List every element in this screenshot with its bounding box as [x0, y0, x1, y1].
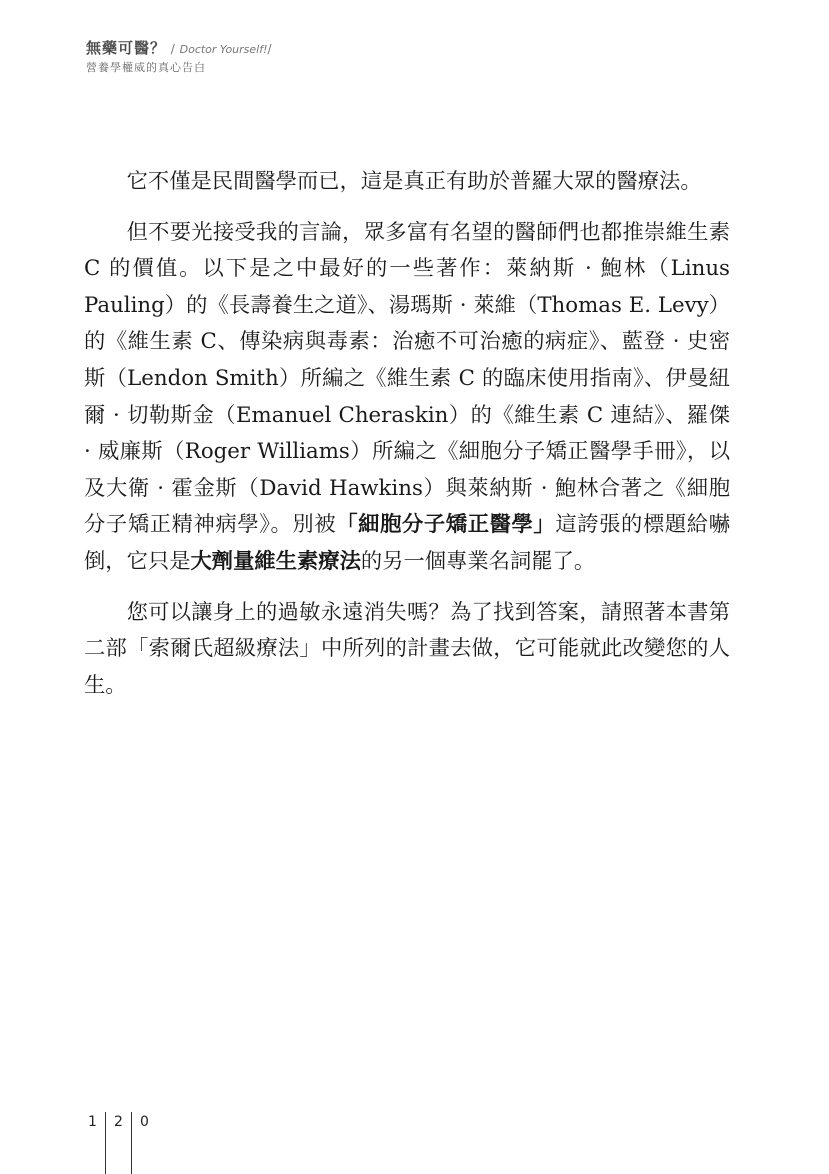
body-text [84, 164, 730, 718]
header-title-line [86, 38, 272, 60]
paragraph-3: 您可以讓身上的過敏永遠消失嗎？為了找到答案，請照著本書第二部「索爾氏超級療法」中所列的計畫去做，它可能就此改變您的人生。 [84, 599, 730, 698]
page-number [86, 1112, 151, 1174]
paragraph-2-text-c: 這誇張的標題給嚇倒，它只是 [84, 512, 730, 574]
page-number-divider [131, 1112, 132, 1174]
paragraph-2-text-e: 的另一個專業名詞罷了。 [360, 548, 596, 574]
book-title: 無藥可醫？ [86, 39, 167, 57]
paragraph-2-text-a: 但不要光接受我的言論，眾多富有名望的醫師們也都推崇維生素 C 的價值。以下是之中最好的一些著作：萊納斯 · 鮑林（Linus Pauling）的《長壽養生之道》、湯瑪斯 · 萊維（Thomas E. Levy）的《維生素 C、傳染病與毒素：治癒不可治癒的病症》、藍登 · 史密斯（Lendon Smith）所編之《維生素 C 的臨床使用指南》、伊曼紐爾 · 切勒斯金（Emanuel Cheraskin）的《維生素 C 連結》、羅傑 · 威廉斯（Roger Williams）所編之《細胞分子矯正醫學手冊》，以及大衛 · 霍金斯（David Hawkins）與萊納斯 · 鮑林合著之《細胞分子矯正精神病學》。別被 [84, 219, 730, 538]
running-header [86, 38, 272, 76]
header-separator: / [170, 42, 175, 56]
page-number-digit: 0 [140, 1114, 149, 1130]
page-number-digit: 1 [88, 1114, 97, 1130]
emphasis-orthomolecular-medicine: 「細胞分子矯正醫學」 [336, 512, 556, 538]
paragraph-2 [84, 215, 730, 581]
book-title-english: Doctor Yourself! [179, 43, 268, 56]
paragraph-1: 它不僅是民間醫學而已，這是真正有助於普羅大眾的醫療法。 [126, 169, 702, 194]
emphasis-megadose-vitamin-therapy: 大劑量維生素療法 [190, 548, 361, 574]
page-number-divider [105, 1112, 106, 1174]
header-separator-end: / [267, 42, 272, 56]
book-subtitle: 營養學權威的真心告白 [86, 61, 206, 74]
page-number-digit: 2 [114, 1114, 123, 1130]
